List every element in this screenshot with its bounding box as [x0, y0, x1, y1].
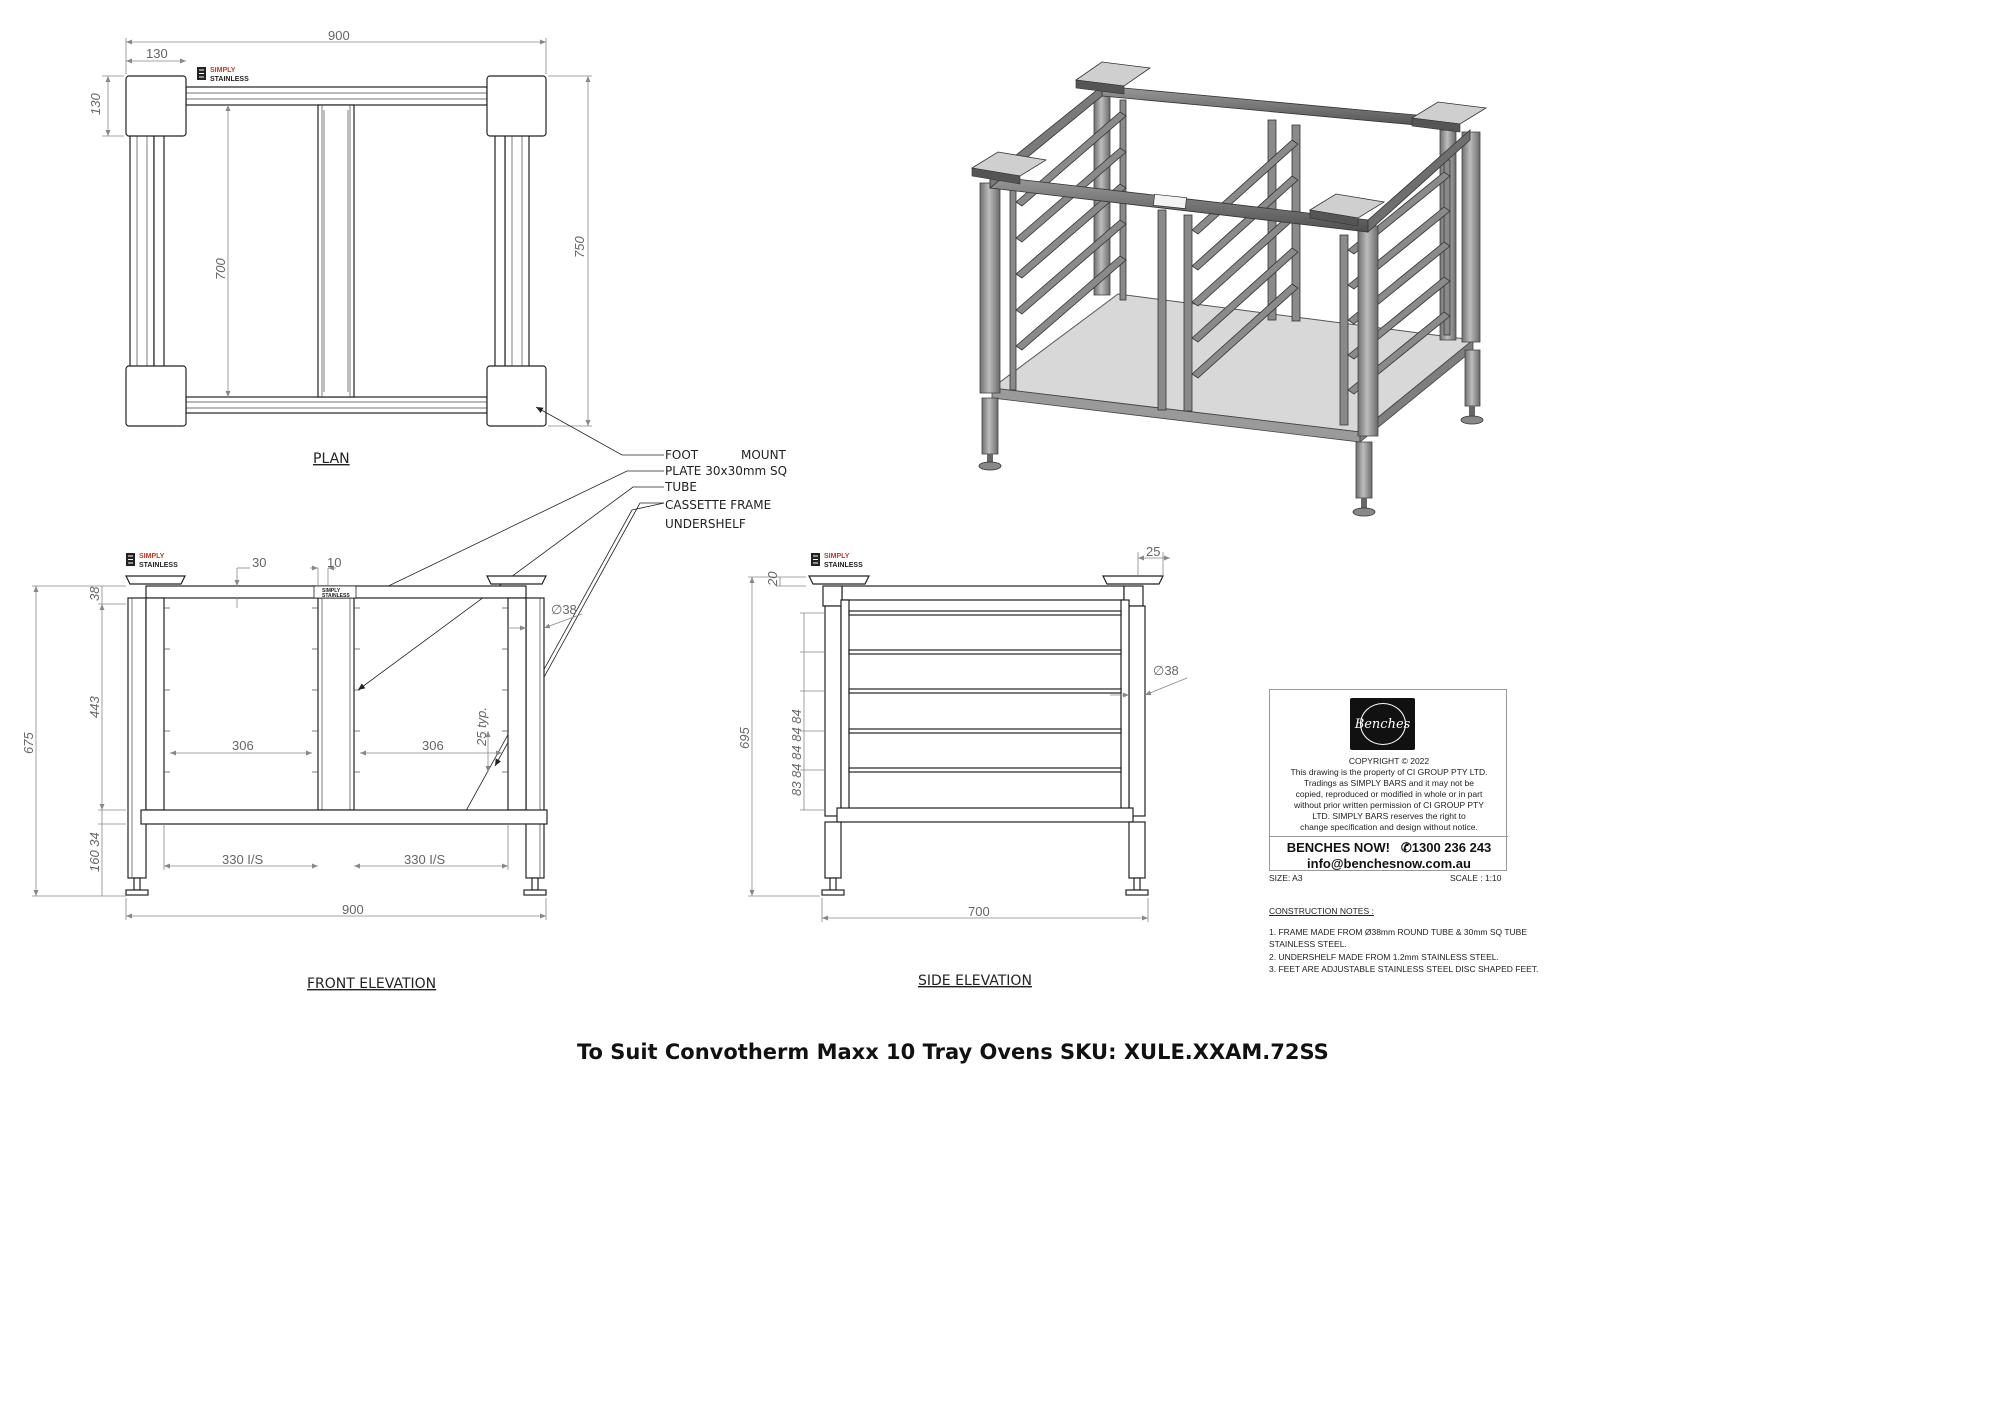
note-item: 1. FRAME MADE FROM Ø38mm ROUND TUBE & 30mm SQ TUBE STAINLESS STEEL. — [1269, 926, 1528, 949]
simply-stainless-logo — [811, 553, 863, 569]
foot-plate — [487, 76, 546, 136]
svg-text:STAINLESS: STAINLESS — [824, 562, 863, 569]
dim-side-height: 695 — [737, 727, 752, 749]
copyright-line: This drawing is the property of CI GROUP PTY LTD. — [1290, 767, 1488, 777]
dim-front-is-left: 330 I/S — [222, 852, 264, 867]
dim-front-bay-left: 306 — [232, 738, 254, 753]
dim-front-bay-right: 306 — [422, 738, 444, 753]
svg-text:STAINLESS: STAINLESS — [322, 593, 350, 599]
simply-stainless-logo — [197, 67, 249, 83]
isometric-view — [972, 62, 1486, 516]
dim-side-top: 20 — [765, 571, 780, 586]
copyright-line: LTD. SIMPLY BARS reserves the right to — [1312, 811, 1466, 821]
benches-now-logo — [1350, 698, 1415, 750]
dim-front-30: 30 — [252, 555, 267, 570]
dim-front-10: 10 — [327, 555, 342, 570]
dim-side-corner: 25 — [1146, 544, 1161, 559]
contact-block — [1270, 836, 1508, 872]
email-link[interactable]: info@benchesnow.com.au — [1307, 856, 1471, 871]
product-title: To Suit Convotherm Maxx 10 Tray Ovens SKU: XULE.XXAM.72SS — [577, 1040, 1329, 1064]
dim-plan-width: 900 — [328, 28, 350, 43]
callout-cassette-frame: CASSETTE FRAME — [665, 498, 772, 512]
notes-heading: CONSTRUCTION NOTES : — [1269, 906, 1374, 916]
plan-view — [88, 28, 592, 467]
dim-front-tube: ∅38 — [551, 602, 577, 617]
title-block — [1269, 689, 1507, 871]
foot-plate — [126, 76, 186, 136]
construction-notes — [1269, 905, 1539, 976]
callout-undershelf: UNDERSHELF — [665, 517, 746, 531]
dim-front-bottom: 160 34 — [87, 832, 102, 872]
view-title-front: FRONT ELEVATION — [307, 976, 437, 992]
callout-foot: FOOT — [665, 448, 699, 462]
note-item: 3. FEET ARE ADJUSTABLE STAINLESS STEEL DISC SHAPED FEET. — [1269, 964, 1539, 974]
svg-text:SIMPLY: SIMPLY — [210, 67, 236, 74]
logo-text: Benches — [1360, 703, 1406, 745]
copyright-line: COPYRIGHT © 2022 — [1348, 756, 1430, 766]
copyright-line: copied, reproduced or modified in whole or in part — [1295, 789, 1483, 799]
dim-front-height: 675 — [21, 732, 36, 754]
view-title-plan: PLAN — [313, 451, 350, 467]
svg-text:SIMPLY: SIMPLY — [824, 553, 850, 560]
foot-plate — [126, 366, 186, 426]
dim-plan-inner-depth: 700 — [213, 258, 228, 280]
copyright-line: change specification and design without notice. — [1300, 822, 1478, 832]
dim-side-rails: 83 84 84 84 84 — [789, 709, 804, 796]
dim-plan-depth: 750 — [572, 236, 587, 258]
callout-plate: PLATE 30x30mm SQ — [665, 464, 788, 478]
copyright-notice — [1270, 756, 1508, 833]
view-title-side: SIDE ELEVATION — [918, 973, 1032, 989]
dim-side-width: 700 — [968, 904, 990, 919]
simply-stainless-logo — [126, 553, 178, 569]
dim-side-tube: ∅38 — [1153, 663, 1179, 678]
dim-front-top: 38 — [87, 586, 102, 601]
phone-icon: ✆ — [1393, 840, 1412, 855]
company-name: BENCHES NOW! — [1286, 840, 1390, 855]
dim-front-width: 900 — [342, 902, 364, 917]
front-elevation — [21, 553, 582, 992]
svg-text:SIMPLY: SIMPLY — [139, 553, 165, 560]
copyright-line: without prior written permission of CI GROUP PTY — [1294, 800, 1484, 810]
copyright-line: Tradings as SIMPLY BARS and it may not be — [1304, 778, 1474, 788]
dim-plan-corner: 130 — [146, 46, 168, 61]
svg-text:STAINLESS: STAINLESS — [139, 562, 178, 569]
dim-front-is-right: 330 I/S — [404, 852, 446, 867]
dim-front-mid: 443 — [87, 696, 102, 718]
side-elevation — [737, 544, 1187, 989]
phone-number: 1300 236 243 — [1411, 840, 1492, 855]
callout-tube: TUBE — [665, 480, 697, 494]
callout-mount: MOUNT — [741, 448, 786, 462]
dim-front-typ: 25 typ. — [474, 706, 489, 746]
drawing-scale: SCALE : 1:10 — [1450, 873, 1502, 883]
note-item: 2. UNDERSHELF MADE FROM 1.2mm STAINLESS STEEL. — [1269, 951, 1499, 962]
sheet-size: SIZE: A3 — [1269, 873, 1303, 883]
dim-plan-corner-v: 130 — [88, 93, 103, 115]
foot-plate — [487, 366, 546, 426]
svg-text:STAINLESS: STAINLESS — [210, 76, 249, 83]
svg-text:SIMPLY: SIMPLY — [322, 588, 341, 594]
